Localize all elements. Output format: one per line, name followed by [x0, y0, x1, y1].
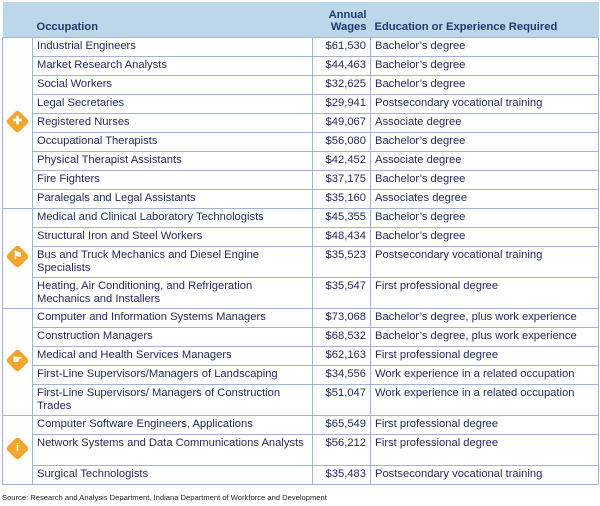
table-row — [3, 466, 599, 485]
cell-annual-wage: $68,532 — [313, 328, 371, 347]
table-row — [3, 38, 599, 57]
cell-education: Postsecondary vocational training — [371, 466, 599, 485]
table-row — [3, 95, 599, 114]
cell-annual-wage: $45,355 — [313, 209, 371, 228]
table-row — [3, 247, 599, 278]
table-row — [3, 278, 599, 309]
cell-occupation: Construction Managers — [33, 328, 313, 347]
table-row — [3, 385, 599, 416]
cell-education: Work experience in a related occupation — [371, 385, 599, 416]
cell-occupation: Social Workers — [33, 76, 313, 95]
cell-occupation: Legal Secretaries — [33, 95, 313, 114]
cell-occupation: Fire Fighters — [33, 171, 313, 190]
occupation-table — [2, 2, 599, 485]
cell-annual-wage: $65,549 — [313, 416, 371, 435]
cell-education: Bachelor’s degree — [371, 171, 599, 190]
cell-education: Bachelor’s degree — [371, 133, 599, 152]
table-header-row — [3, 2, 599, 38]
cell-education: Associate degree — [371, 152, 599, 171]
cell-occupation: Network Systems and Data Communications Analysts — [33, 435, 313, 466]
occupation-table-container — [2, 2, 598, 485]
header-icon-column — [3, 2, 33, 38]
header-wages-line1: Annual — [328, 9, 367, 21]
cell-annual-wage: $56,080 — [313, 133, 371, 152]
cell-occupation: First-Line Supervisors/Managers of Landscaping — [33, 366, 313, 385]
group-icon-cell — [3, 38, 33, 209]
cell-annual-wage: $49,067 — [313, 114, 371, 133]
table-row — [3, 366, 599, 385]
source-note: Source: Research and Analysis Department, Indiana Department of Workforce and Development — [2, 493, 327, 502]
cell-education: First professional degree — [371, 435, 599, 466]
cell-occupation: Registered Nurses — [33, 114, 313, 133]
table-row — [3, 114, 599, 133]
cell-annual-wage: $56,212 — [313, 435, 371, 466]
cell-occupation: Market Research Analysts — [33, 57, 313, 76]
table-row — [3, 309, 599, 328]
cell-occupation: First-Line Supervisors/ Managers of Construction Trades — [33, 385, 313, 416]
table-row — [3, 328, 599, 347]
table-row — [3, 76, 599, 95]
cell-education: Associate degree — [371, 114, 599, 133]
cell-education: Work experience in a related occupation — [371, 366, 599, 385]
cell-education: Bachelor’s degree, plus work experience — [371, 328, 599, 347]
cell-occupation: Heating, Air Conditioning, and Refrigeration Mechanics and Installers — [33, 278, 313, 309]
table-row — [3, 435, 599, 466]
cell-annual-wage: $35,160 — [313, 190, 371, 209]
cell-occupation: Structural Iron and Steel Workers — [33, 228, 313, 247]
cell-annual-wage: $35,547 — [313, 278, 371, 309]
cell-education: Associates degree — [371, 190, 599, 209]
cell-annual-wage: $44,463 — [313, 57, 371, 76]
cell-education: Bachelor’s degree — [371, 57, 599, 76]
cell-occupation: Surgical Technologists — [33, 466, 313, 485]
cell-education: Bachelor’s degree — [371, 228, 599, 247]
group-icon-cell — [3, 209, 33, 309]
table-row — [3, 347, 599, 366]
cell-annual-wage: $35,483 — [313, 466, 371, 485]
cell-annual-wage: $61,530 — [313, 38, 371, 57]
header-occupation: Occupation — [33, 2, 313, 38]
group-icon-cell — [3, 309, 33, 416]
cell-annual-wage: $35,523 — [313, 247, 371, 278]
cell-annual-wage: $32,625 — [313, 76, 371, 95]
cell-occupation: Medical and Clinical Laboratory Technologists — [33, 209, 313, 228]
table-body — [3, 38, 599, 485]
cell-education: First professional degree — [371, 278, 599, 309]
table-row — [3, 57, 599, 76]
cell-education: First professional degree — [371, 347, 599, 366]
cell-annual-wage: $34,556 — [313, 366, 371, 385]
table-row — [3, 152, 599, 171]
cell-annual-wage: $37,175 — [313, 171, 371, 190]
cell-occupation: Computer Software Engineers, Applications — [33, 416, 313, 435]
cell-education: Bachelor’s degree — [371, 76, 599, 95]
cell-occupation: Occupational Therapists — [33, 133, 313, 152]
cross-icon: ✚ — [5, 109, 29, 133]
cell-annual-wage: $62,163 — [313, 347, 371, 366]
header-wages-line2: Wages — [330, 21, 367, 33]
cell-annual-wage: $42,452 — [313, 152, 371, 171]
table-row — [3, 171, 599, 190]
cell-annual-wage: $73,068 — [313, 309, 371, 328]
table-row — [3, 209, 599, 228]
cell-occupation: Medical and Health Services Managers — [33, 347, 313, 366]
cell-annual-wage: $29,941 — [313, 95, 371, 114]
cell-occupation: Paralegals and Legal Assistants — [33, 190, 313, 209]
cell-education: First professional degree — [371, 416, 599, 435]
cell-occupation: Physical Therapist Assistants — [33, 152, 313, 171]
header-annual-wages — [313, 2, 371, 38]
cell-education: Bachelor’s degree, plus work experience — [371, 309, 599, 328]
group-icon-cell — [3, 416, 33, 485]
table-row — [3, 416, 599, 435]
cell-occupation: Bus and Truck Mechanics and Diesel Engine Specialists — [33, 247, 313, 278]
header-education: Education or Experience Required — [371, 2, 599, 38]
table-row — [3, 228, 599, 247]
cell-annual-wage: $48,434 — [313, 228, 371, 247]
hand-icon: ☛ — [5, 348, 29, 372]
cell-education: Bachelor’s degree — [371, 38, 599, 57]
cell-occupation: Computer and Information Systems Managers — [33, 309, 313, 328]
cell-education: Postsecondary vocational training — [371, 247, 599, 278]
cell-occupation: Industrial Engineers — [33, 38, 313, 57]
flag-icon: ⚑ — [5, 245, 29, 269]
cell-annual-wage: $51,047 — [313, 385, 371, 416]
cell-education: Postsecondary vocational training — [371, 95, 599, 114]
table-row — [3, 133, 599, 152]
cell-education: Bachelor’s degree — [371, 209, 599, 228]
table-row — [3, 190, 599, 209]
info-icon: i — [5, 436, 29, 460]
